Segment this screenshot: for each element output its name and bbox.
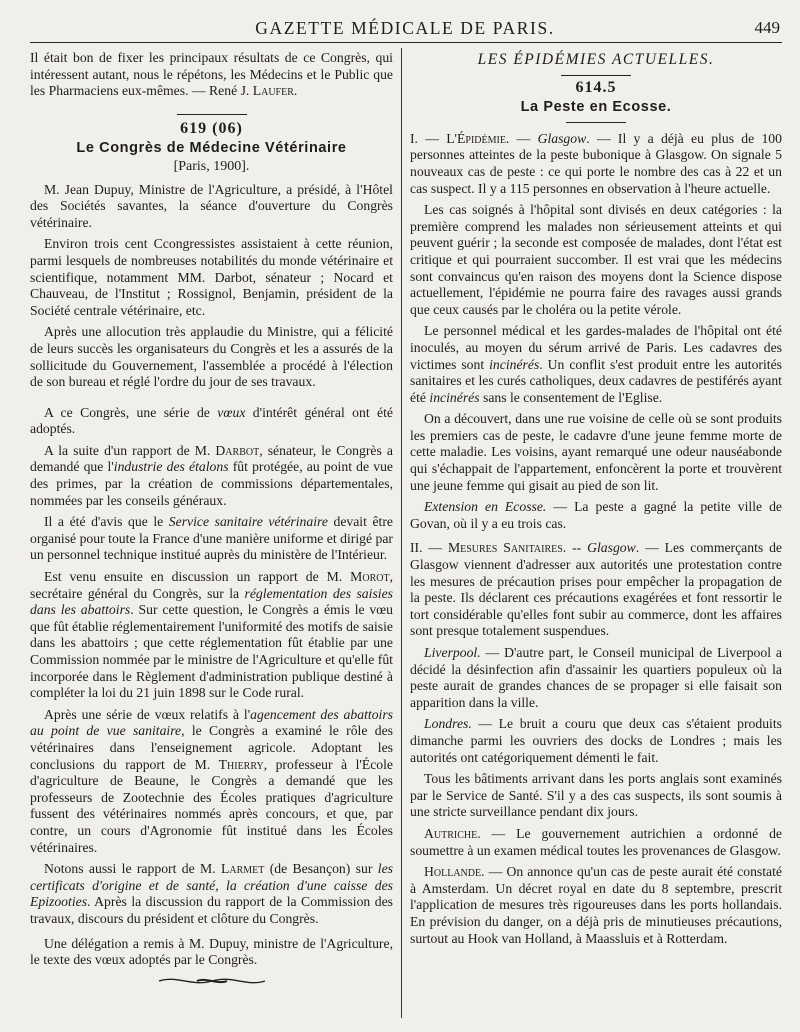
paragraph: Une délégation a remis à M. Dupuy, ministre de l'Agriculture, le texte des vœux adoptés par le Congrès. [30,935,393,968]
paragraph: Après une allocution très applaudie du Ministre, qui a félicité de leurs succès les organisateurs du Congrès et les a assurés de la sollicitude du Gouvernement, l'assemblée a procédé à l'élection de son bureau et réglé l'ordre du jour de ses travaux. [30,324,393,390]
paragraph: Liverpool. — D'autre part, le Conseil municipal de Liverpool a décidé la désinfection afin d'assainir les quartiers populeux où la peste aurait de grandes chances de se propager si elle faisait son apparition dans la ville. [410,645,782,710]
author-signature: Laufer. [252,83,298,99]
paragraph: Tous les bâtiments arrivant dans les ports anglais sont examinés par le Service de Santé. S'il y a des cas suspects, ils sont soumis à une stricte surveillance pendant dix jours. [410,771,782,820]
journal-title: GAZETTE MÉDICALE DE PARIS. [255,18,555,38]
section-rule [177,114,247,115]
paragraph: Hollande. — On annonce qu'un cas de peste aurait été constaté à Amsterdam. Un décret royal en date du 8 septembre, prescrit l'application de mesures très rigoureuses dans les ports hollandais. En prévision du danger, on a déjà pris de minutieuses précautions, surtout au Hook van Holland, à Maassluis et à Rotterdam. [410,864,782,946]
section-rule [566,122,626,123]
paragraph: On a découvert, dans une rue voisine de celle où se sont produits les premiers cas de peste, le cadavre d'une jeune femme morte de cette maladie. Les voisins, ayant remarqué une odeur nauséabonde qui s'échappait de l'appartement, enfoncèrent la porte et trouvèrent une jeune femme qui gisait au pied de son lit. [410,411,782,493]
section-title: Le Congrès de Médecine Vétérinaire [76,140,347,157]
page-header [30,18,780,42]
section-rule [561,75,631,76]
header-rule [30,42,782,43]
paragraph: Il a été d'avis que le Service sanitaire vétérinaire devait être organisé pour toute la France d'une manière uniforme et dirigé par un personnel technique institué auprès du ministère de l'Intérieur. [30,514,393,563]
left-column [30,50,393,987]
paragraph: M. Jean Dupuy, Ministre de l'Agriculture, a présidé, à l'Hôtel des Sociétés savantes, la séance d'ouverture du Congrès vétérinaire. [30,181,393,230]
rubric-title: LES ÉPIDÉMIES ACTUELLES. [477,51,715,68]
intro-paragraph: Il était bon de fixer les principaux résultats de ce Congrès, qui intéressent autant, nous le répétons, les Médecins et le Public que les Pharmaciens eux-mêmes. — René J. Laufer. [30,50,393,99]
section-heading-congres [30,114,393,176]
section-subtitle: [Paris, 1900]. [173,158,250,174]
paragraph: Extension en Ecosse. — La peste a gagné la petite ville de Govan, où il y a eu trois cas. [410,499,783,531]
column-divider [401,48,402,1018]
paragraph: Les cas soignés à l'hôpital sont divisés en deux catégories : la première comprend les malades non sérieusement atteints et qui peuvent guérir ; la seconde est composée de malades, dont l'état est critique et qui pourraient succomber. Il est vrai que les médecins sont convaincus qu'en raison des moyens dont la Science dispose actuellement, l'épidémie ne pourra faire des ravages aussi grands que ceux causés par le choléra ou la petite vérole. [410,202,782,317]
paragraph: Est venu ensuite en discussion un rapport de M. Morot, secrétaire général du Congrès, sur la réglementation des saisies dans les abattoirs. Sur cette question, le Congrès a émis le vœu que fût établie réglementairement l'uniformité des motifs de saisie dans les abattoirs ; que cette réglementation fût établie par une Commission nommée par le ministre de l'Agriculture et qu'elle fût incorporée dans le Règlement d'administration publique destiné à compléter la loi du 21 juin 1898 sur le Code rural. [30,569,394,701]
section-title: La Peste en Ecosse. [520,99,672,116]
paragraph: Après une série de vœux relatifs à l'agencement des abattoirs au point de vue sanitaire, le Congrès a examiné le rôle des vétérinaires dans l'enseignement agricole. Adoptant les conclusions du rapport de M. Thierry, professeur à l'École d'agriculture de Beaune, le Congrès a demandé que les professeurs de Zootechnie des Écoles pratiques d'agriculture fussent des vétérinaires nommés après concours, et que, par contre, un cours d'Agronomie fût institué dans les Écoles vétérinaires. [30,706,393,855]
paragraph: Notons aussi le rapport de M. Larmet (de Besançon) sur les certificats d'origine et de santé, la création d'une caisse des Epizooties. Après la discussion du rapport de la Commission des travaux, discours du président et clôture du Congrès. [30,861,393,926]
paragraph: A ce Congrès, une série de vœux d'intérêt général ont été adoptés. [30,404,393,437]
paragraph: Environ trois cent Ccongressistes assistaient à cette réunion, parmi lesquels de nombreuses notabilités du monde vétérinaire et scientifique, notamment MM. Darbot, sénateur ; Nocard et Chauveau, de l'Institut ; Rossignol, Benjamin, président de la Société centrale vétérinaire, etc. [30,236,393,318]
section-number: 614.5 [575,78,617,96]
paragraph: Le personnel médical et les gardes-malades de l'hôpital ont été inoculés, au moyen du sérum arrivé de Paris. Les cadavres des victimes sont incinérés. Un conflit s'est produit entre les autorités sanitaires et les curés catholiques, deux cadavres de pestiférés ayant été incinérés sans le consentement de l'Eglise. [410,323,782,405]
paragraph: Londres. — Le bruit a couru que deux cas s'étaient produits dimanche parmi les ouvriers des docks de Londres ; mais les autorités ont catégoriquement démenti le fait. [410,716,782,765]
page-number: 449 [754,18,780,37]
section-heading-peste [410,80,782,116]
section-number: 619 (06) [180,119,243,137]
paragraph: II. — Mesures Sanitaires. -- Glasgow. — Les commerçants de Glasgow viennent d'adresser aux autorités une protestation contre les mesures de précaution prises pour empêcher la propagation de la peste. Ils déclarent ces précautions exagérées et font ressortir le tort considérable qu'elles font subir au commerce, dont les affaires sont presque totalement suspendues. [410,540,782,639]
paragraph: I. — L'Épidémie. — Glasgow. — Il y a déjà eu plus de 100 personnes atteintes de la peste bubonique à Glasgow. On signale 5 nouveaux cas de peste : ce qui porte le nombre des cas à 22 et un cas suspect. Il y a 115 personnes en observation à l'heure actuelle. [410,130,782,196]
paragraph: Autriche. — Le gouvernement autrichien a ordonné de soumettre à un examen médical toutes les provenances de Glasgow. [410,825,782,858]
paragraph: A la suite d'un rapport de M. Darbot, sénateur, le Congrès a demandé que l'industrie des étalons fût protégée, au point de vue des primes, par la création de commissions départementales, nommées par les conseils généraux. [30,442,394,508]
ornament-icon [157,975,267,987]
right-column [410,50,782,952]
